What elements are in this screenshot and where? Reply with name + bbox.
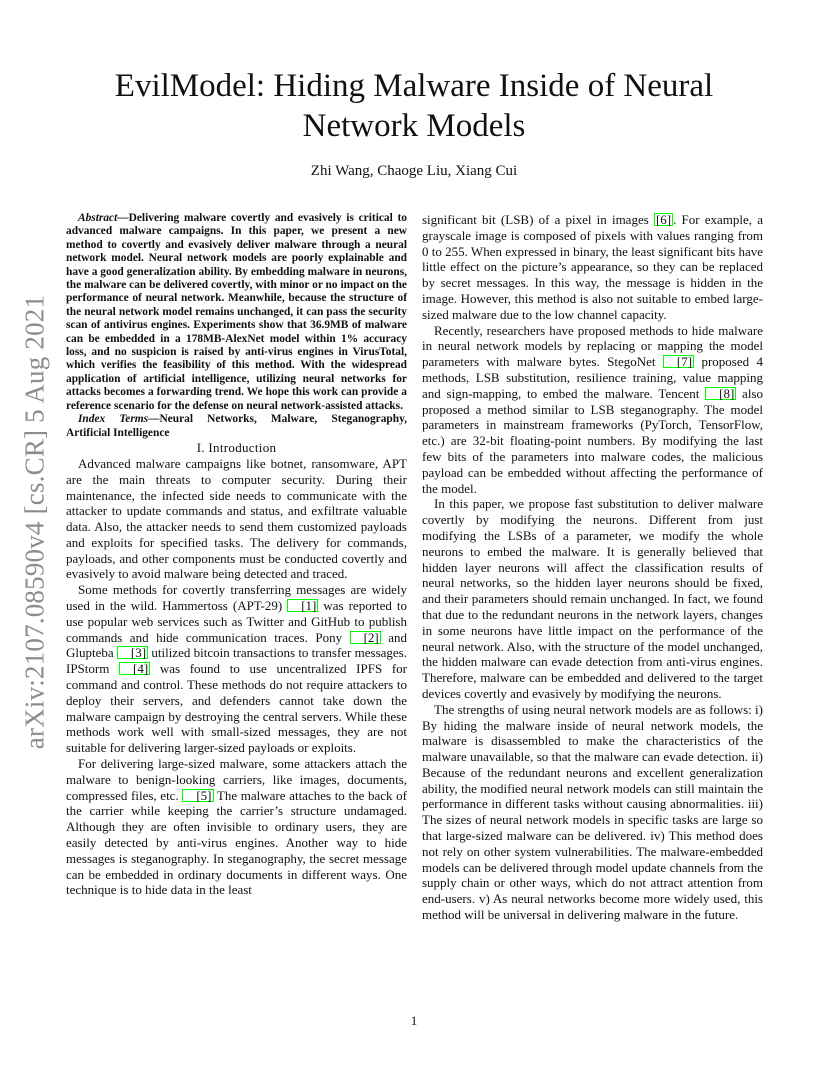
intro-paragraph-2 — [66, 582, 407, 756]
arxiv-id-text: arXiv:2107.08590v4 [cs.CR] 5 Aug 2021 — [19, 294, 50, 750]
citation-link-1[interactable]: [1] — [287, 599, 318, 612]
text: For delivering large-sized malware, some attackers attach the malware to benign-looking carriers, like images, documents, compressed files, etc. — [66, 756, 407, 803]
text: was reported to use popular web services such as Twitter and GitHub to publish commands and hide communication traces. Pony — [66, 598, 408, 645]
text: was found to use uncentralized IPFS for command and control. These methods do not require attackers to deploy their servers, and defenders cannot take down the malware campaign by destroying the central servers. While these methods work well with small-sized messages, they are not suitable for delivering larger-sized payloads or exploits. — [66, 661, 408, 756]
text: proposed 4 methods, LSB substitution, resilience training, value mapping and sign-mapping, to embed the malware. Tencent — [422, 354, 763, 401]
arxiv-identifier — [15, 287, 55, 757]
intro-paragraph-7: The strengths of using neural network models are as follows: i) By hiding the malware inside of neural network models, the malware is disassembled to make the characteristics of the malware unavailable, so that the malware can evade detection. ii) Because of the redundant neurons and excellent generalization ability, the modified neural network models can still maintain the performance in different tasks without causing abnormalities. iii) The sizes of neural network models in specific tasks are large so that large-sized malware can be delivered. iv) This method does not rely on other system vulnerabilities. The malware-embedded models can be delivered through model update channels from the supply chain or other ways, which do not attract attention from end-users. v) As neural networks become more widely used, this method will be universal in delivering malware in the future. — [422, 701, 763, 923]
text: . For example, a grayscale image is composed of pixels with values ranging from 0 to 255. When expressed in binary, the least significant bits have little effect on the picture’s appearance, so they can be replaced by secret messages. In this way, the message is hidden in the image. However, this method is also not suitable to embed large-sized malware due to the low channel capacity. — [422, 212, 763, 322]
citation-link-8[interactable]: [8] — [705, 387, 736, 400]
text: utilized bitcoin transactions to transfer messages. IPStorm — [66, 645, 407, 677]
citation-link-5[interactable]: [5] — [182, 789, 213, 802]
text: significant bit (LSB) of a pixel in images — [422, 212, 654, 227]
index-terms-label: Index Terms — [78, 413, 149, 426]
title-line-1: EvilModel: Hiding Malware Inside of Neural — [114, 68, 714, 104]
section-heading-introduction — [66, 440, 407, 456]
intro-paragraph-4 — [422, 212, 763, 323]
abstract-label: Abstract — [78, 212, 118, 224]
right-column — [422, 212, 763, 923]
text: and Glupteba — [66, 629, 407, 661]
text: also proposed a method similar to LSB steganography. The model parameters in mainstream frameworks (PyTorch, TensorFlow, etc.) are 32-bit floating-point numbers. By modifying the last few bits of the parameters into malware codes, the malicious payload can be embedded without affecting the performance of the model. — [422, 385, 763, 496]
left-column — [66, 212, 407, 898]
abstract-text: —Delivering malware covertly and evasively is critical to advanced malware campaigns. In this paper, we present a new method to covertly and evasively deliver malware through a neural network model. Neural network models are poorly explainable and have a good generalization ability. By embedding malware in neurons, the malware can be delivered covertly, with minor or no impact on the performance of neural network. Meanwhile, because the structure of the neural network model remains unchanged, it can pass the security scan of antivirus engines. Experiments show that 36.9MB of malware can be embedded in a 178MB-AlexNet model within 1% accuracy loss, and no suspicion is raised by anti-virus engines in VirusTotal, which verifies the feasibility of this method. With the widespread application of artificial intelligence, utilizing neural networks for attacks becomes a forwarding trend. We hope this work can provide a reference scenario for the defense on neural network-assisted attacks. — [66, 212, 407, 412]
intro-paragraph-5 — [422, 323, 763, 497]
text: The malware attaches to the back of the carrier while keeping the carrier’s structure undamaged. Although they are often invisible to ordinary users, they are easily detected by anti-virus engines. Another way to hide messages is steganography. In steganography, the secret message can be embedded in ordinary documents in different ways. One technique is to hide data in the least — [66, 787, 407, 898]
citation-link-7[interactable]: [7] — [663, 355, 694, 368]
text: Recently, researchers have proposed methods to hide malware in neural network models by replacing or mapping the model parameters with malware bytes. StegoNet — [422, 322, 763, 370]
paper-title — [110, 66, 718, 146]
page-number: 1 — [410, 1013, 418, 1028]
citation-link-3[interactable]: [3] — [117, 646, 148, 659]
intro-paragraph-3 — [66, 756, 407, 898]
author-list: Zhi Wang, Chaoge Liu, Xiang Cui — [310, 163, 518, 179]
index-terms — [66, 413, 407, 440]
citation-link-4[interactable]: [4] — [119, 662, 150, 675]
index-terms-text: —Neural Networks, Malware, Steganography, Artificial Intelligence — [66, 413, 407, 439]
section-title: I. Introduction — [196, 439, 277, 455]
title-line-2: Network Models — [302, 108, 526, 144]
citation-link-2[interactable]: [2] — [350, 631, 381, 644]
text: Some methods for covertly transferring messages are widely used in the wild. Hammertoss (APT-29) — [66, 582, 407, 614]
intro-paragraph-6: In this paper, we propose fast substitution to deliver malware covertly by modifying the neurons. Different from just modifying the LSBs of a parameter, we modify the whole neurons to embed the malware. It is generally believed that hidden layer neurons will affect the classification results of neural networks, so the hidden layer neurons should be fixed, and their parameters should remain unchanged. In fact, we found that due to the redundant neurons in the network layers, changes in some neurons have little impact on the performance of the neural network. Also, with the structure of the model unchanged, the hidden malware can evade detection from anti-virus engines. Therefore, malware can be embedded and delivered to the target devices covertly and evasively by modifying the neurons. — [422, 496, 763, 701]
abstract — [66, 212, 407, 413]
citation-link-6[interactable]: [6] — [655, 212, 672, 227]
intro-paragraph-1: Advanced malware campaigns like botnet, ransomware, APT are the main threats to computer security. During their maintenance, the infected side needs to communicate with the attacker to update commands and status, and exfiltrate valuable data. Also, the attacker needs to send them customized payloads and exploits for specified tasks. The delivery for commands, payloads, and other components must be conducted covertly and evasively to avoid malware being detected and traced. — [66, 455, 407, 582]
